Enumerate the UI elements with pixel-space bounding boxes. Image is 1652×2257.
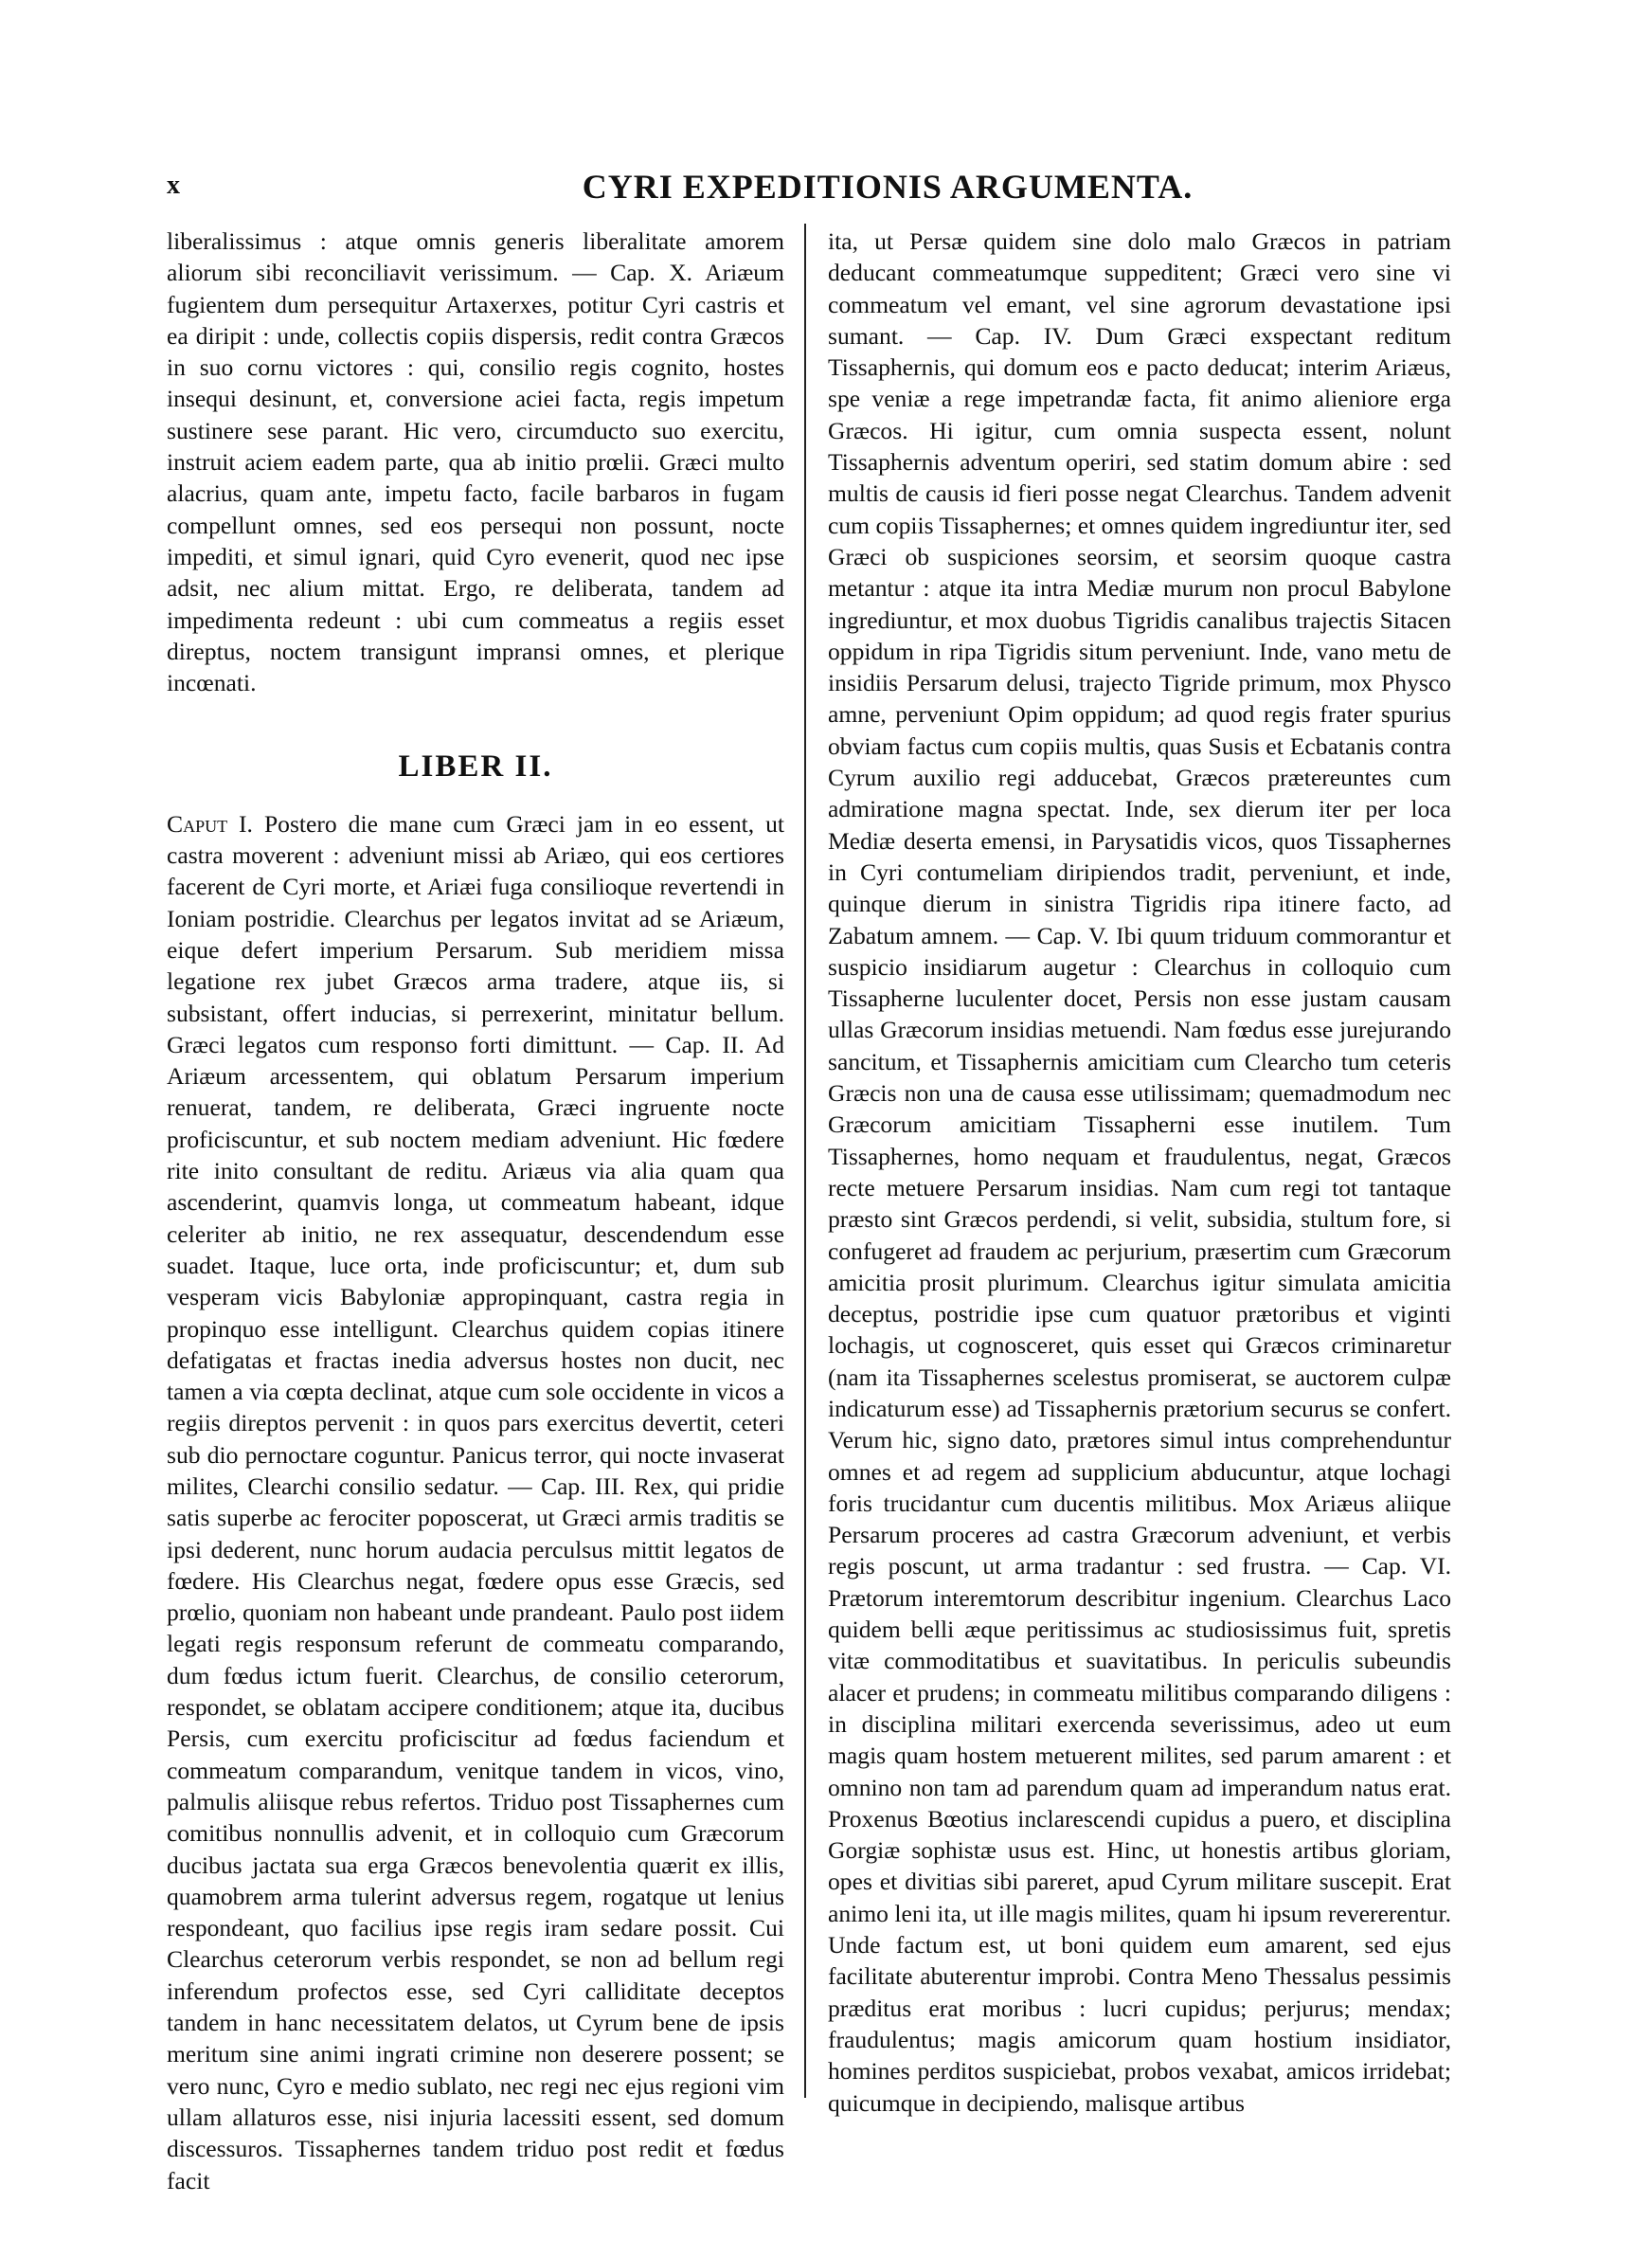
running-head	[163, 167, 1612, 205]
left-paragraph-2: Postero die mane cum Græci jam in eo essent, ut castra moverent : adveniunt missi ab Ariæo, qui eos certiores facerent de Cyri morte, et Ariæi fuga consilioque revertendi in Ioniam postridie. Clearchus per legatos invitat ad se Ariæum, eique defert imperium Persarum. Sub meridiem missa legatione rex jubet Græcos arma tradere, atque iis, si subsistant, offert inducias, si perrexerint, minitatur bellum. Græci legatos cum responso forti dimittunt. — Cap. II. Ad Ariæum arcessentem, qui oblatum Persarum imperium renuerat, tandem, re deliberata, Græci ingruente nocte proficiscuntur, et sub noctem mediam adveniunt. Hic fœdere rite inito consultant de reditu. Ariæus via alia quam qua ascenderint, quamvis longa, ut commeatum habeant, idque celeriter ab initio, ne rex assequatur, descendendum esse suadet. Itaque, luce orta, inde proficiscuntur; et, dum sub vesperam vicis Babyloniæ appropinquant, castra regia in propinquo esse intelligunt. Clearchus quidem copias itinere defatigatas et fractas inedia adversus hostes non ducit, nec tamen a via cœpta declinat, atque cum sole occidente in vicos a regiis direptos pervenit : in quos pars exercitus devertit, ceteri sub dio pernoctare coguntur. Panicus terror, qui nocte invaserat milites, Clearchi consilio sedatur. — Cap. III. Rex, qui pridie satis superbe ac ferociter poposcerat, ut Græci armis traditis se ipsi dederent, nunc horum audacia perculsus mittit legatos de fœdere. His Clearchus negat, fœdere opus esse Græcis, sed prœlio, quoniam non habeant unde prandeant. Paulo post iidem legati regis responsum referunt de commeatu comparando, dum fœdus ictum fuerit. Clearchus, de consilio ceterorum, respondet, se oblatam accipere conditionem; atque ita, ducibus Persis, cum exercitu proficiscitur ad fœdus faciendum et commeatum comparandum, venitque tandem in vicos, vino, palmulis aliisque rebus refertos. Triduo post Tissaphernes cum comitibus nonnullis advenit, et in colloquio cum Græcorum ducibus jactata sua erga Græcos benevolentia quærit ex illis, quamobrem arma tulerint adversus regem, rogatque ut lenius respondeant, quo facilius ipse regis iram sedare possit. Cui Clearchus ceterorum verbis respondet, se non ad bellum regi inferendum profectos esse, sed Cyri calliditate deceptos tandem in hanc necessitatem delatos, ut Cyrum bene de ipsis meritum sine animi ingrati crimine non deserere possent; se vero nunc, Cyro e medio sublato, nec regi nec ejus regioni vim ullam allaturos esse, nisi injuria lacessiti essent, sed domum discessuros. Tissaphernes tandem triduo post redit et fœdus facit	[167, 809, 784, 2194]
right-paragraph-1: ita, ut Persæ quidem sine dolo malo Græcos in patriam deducant commeatumque suppeditent; Græci vero sine vi commeatum vel emant, vel sine agrorum devastatione ipsi sumant. — Cap. IV. Dum Græci exspectant reditum Tissaphernis, qui domum eos e pacto deducat; interim Ariæus, spe veniæ a rege impetrandæ facta, fit animo alieniore erga Græcos. Hi igitur, cum omnia suspecta essent, nolunt Tissaphernis adventum operiri, sed statim domum abire : sed multis de causis id fieri posse negat Clearchus. Tandem advenit cum copiis Tissaphernes; et omnes quidem ingrediuntur iter, sed Græci ob suspiciones seorsim, et seorsim quoque castra metantur : atque ita intra Mediæ murum non procul Babylone ingrediuntur, et mox duobus Tigridis canalibus trajectis Sitacen oppidum in ripa Tigridis situm perveniunt. Inde, vano metu de insidiis Persarum delusi, trajecto Tigride primum, mox Physco amne, perveniunt Opim oppidum; ad quod regis frater spurius obviam factus cum copiis multis, quas Susis et Ecbatanis contra Cyrum auxilio regi adducebat, Græcos prætereuntes cum admiratione magna spectat. Inde, sex dierum iter per loca Mediæ deserta emensi, in Parysatidis vicos, quos Tissaphernes in Cyri contumeliam diripiendos tradit, perveniunt, et inde, quinque dierum in sinistra Tigridis ripa itinere facto, ad Zabatum amnem. — Cap. V. Ibi quum triduum commorantur et suspicio insidiarum augetur : Clearchus in colloquio cum Tissapherne luculenter docet, Persis non esse justam causam ullas Græcorum insidias metuendi. Nam fœdus esse jurejurando sancitum, et Tissaphernis amicitiam cum Clearcho tum ceteris Græcis non una de causa esse utilissimam; quemadmodum nec Græcorum amicitiam Tissapherni esse inutilem. Tum Tissaphernes, homo nequam et fraudulentus, negat, Græcos recte metuere Persarum insidias. Nam cum regi tot tantaque præsto sint Græcos perdendi, si velit, subsidia, stultum fore, si confugeret ad fraudem ac perjurium, præsertim cum Græcorum amicitia prosit plurimum. Clearchus igitur simulata amicitia deceptus, postridie ipse cum quatuor prætoribus et viginti lochagis, ut cognosceret, quis esset qui Græcos criminaretur (nam ita Tissaphernes scelestus promiserat, se auctorem culpæ indicaturum esse) ad Tissaphernis prætorium securus se confert. Verum hic, signo dato, prætores simul intus comprehenduntur omnes et ad regem ad supplicium abducuntur, atque lochagi foris trucidantur cum ducentis militibus. Mox Ariæus aliique Persarum proceres ad castra Græcorum adveniunt, et verbis regis poscunt, ut arma tradantur : sed frustra. — Cap. VI. Prætorum interemtorum describitur ingenium. Clearchus Laco quidem belli æque peritissimus ac studiosissimus fuit, spretis vitæ commoditatibus et suavitatibus. In periculis subeundis alacer et prudens; in commeatu militibus comparando diligens : in disciplina militari exercenda severissimus, adeo ut eum magis quam hostem metuerent milites, sed parum amarent : et omnino non tam ad parendum quam ad imperandum natus erat. Proxenus Bœotius inclarescendi cupidus a puero, et disciplina Gorgiæ sophistæ usus est. Hinc, ut honestis artibus gloriam, opes et divitias sibi pareret, apud Cyrum militare suscepit. Erat animo leni ita, ut ille magis milites, quam hi ipsum revererentur. Unde factum est, ut boni quidem eum amarent, sed ejus facilitate abuterentur improbi. Contra Meno Thessalus pessimis præditus erat moribus : lucri cupidus; perjurus; mendax; fraudulentus; magis amicorum quam hostium insidiator, homines perditos suspiciebat, probos vexabat, amicos irridebat; quicumque in decipiendo, malisque artibus	[828, 227, 1451, 2117]
book-heading: LIBER II.	[398, 749, 553, 785]
left-column	[167, 226, 784, 2196]
column-divider	[804, 224, 806, 2098]
running-title: CYRI EXPEDITIONIS ARGUMENTA.	[582, 168, 1194, 206]
chapter-paragraph	[167, 808, 784, 2196]
page-mark: x	[167, 171, 180, 200]
left-paragraph-1: liberalissimus : atque omnis generis liberalitate amorem aliorum sibi reconciliavit verissimum. — Cap. X. Ariæum fugientem dum persequitur Artaxerxes, potitur Cyri castris et ea diripit : unde, collectis copiis dispersis, redit contra Græcos in suo cornu victores : qui, consilio regis cognito, hostes insequi desinunt, et, conversione aciei facta, regis impetum sustinere sese parant. Hic vero, circumducto suo exercitu, instruit aciem eadem parte, qua ab initio prœlii. Græci multo alacrius, quam ante, impetu facto, facile barbaros in fugam compellunt omnes, sed eos persequi non possunt, nocte impediti, et simul ignari, quid Cyro evenerit, quod nec ipse adsit, nec alium mittat. Ergo, re deliberata, tandem ad impedimenta redeunt : ubi cum commeatus a regiis esset direptus, noctem transigunt impransi omnes, et plerique incœnati.	[167, 227, 784, 697]
caput-label: Caput I.	[167, 809, 253, 838]
right-column	[828, 226, 1451, 2119]
